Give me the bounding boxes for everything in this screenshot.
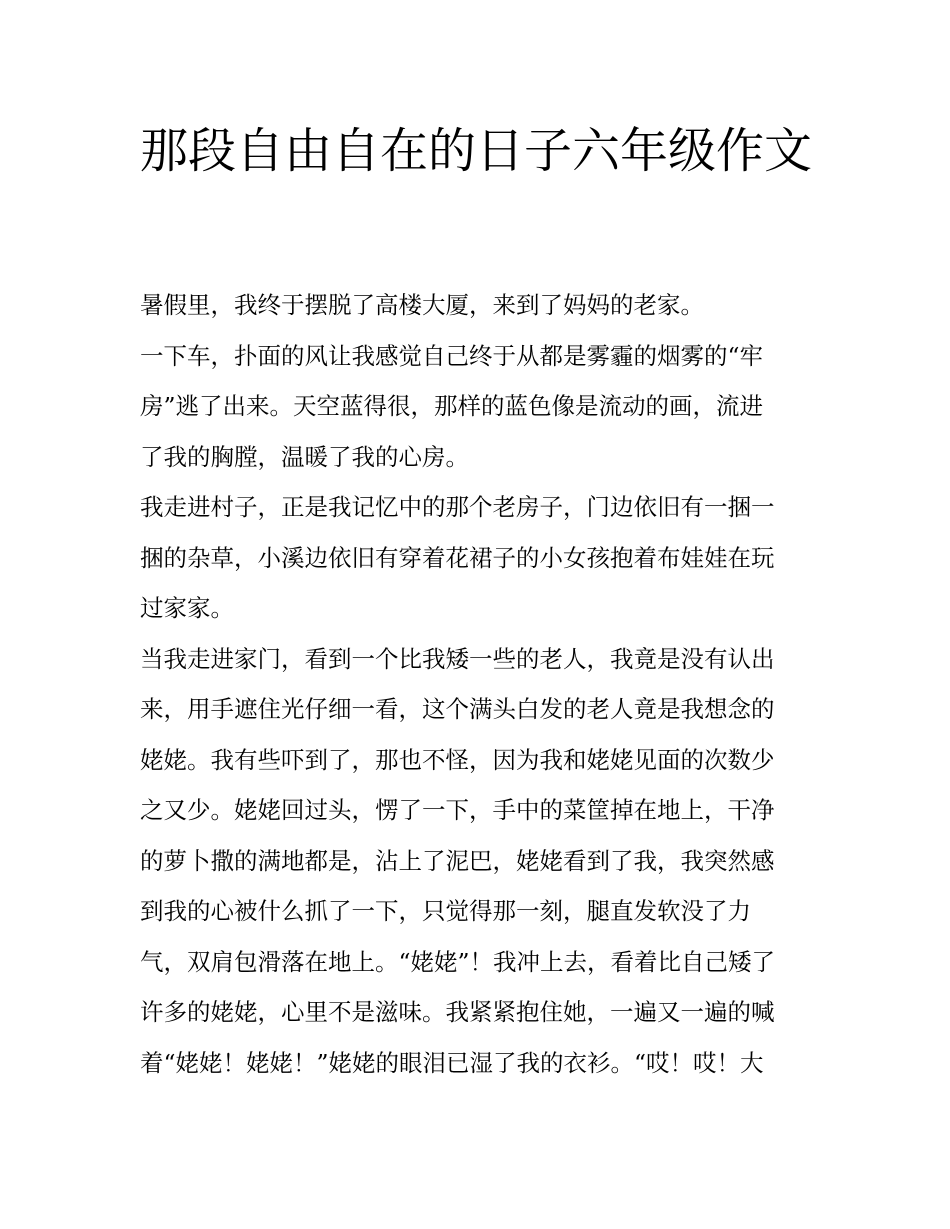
text-line: 我走进村子，正是我记忆中的那个老房子，门边依旧有一捆一	[140, 493, 775, 521]
text-line: 之又少。姥姥回过头，愣了一下，手中的菜筐掉在地上，干净	[140, 796, 775, 824]
text-line: 着“姥姥！姥姥！”姥姥的眼泪已湿了我的衣衫。“哎！哎！大	[140, 1048, 764, 1077]
document-body	[140, 280, 820, 1088]
text-line: 捆的杂草，小溪边依旧有穿着花裙子的小女孩抱着布娃娃在玩	[140, 543, 775, 572]
text-line: 来，用手遮住光仔细一看，这个满头白发的老人竟是我想念的	[140, 695, 775, 723]
text-line: 了我的胸膛，温暖了我的心房。	[140, 442, 469, 471]
text-line: 房”逃了出来。天空蓝得很，那样的蓝色像是流动的画，流进	[140, 392, 764, 420]
text-line: 暑假里，我终于摆脱了高楼大厦，来到了妈妈的老家。	[140, 291, 704, 319]
text-line: 的萝卜撒的满地都是，沾上了泥巴，姥姥看到了我，我突然感	[140, 846, 775, 875]
text-line: 许多的姥姥，心里不是滋味。我紧紧抱住她，一遍又一遍的喊	[140, 998, 775, 1026]
text-line: 一下车，扑面的风让我感觉自己终于从都是雾霾的烟雾的“牢	[140, 341, 764, 370]
text-line: 当我走进家门，看到一个比我矮一些的老人，我竟是没有认出	[140, 644, 775, 673]
document-title: 那段自由自在的日子六年级作文	[140, 123, 813, 179]
text-line: 姥姥。我有些吓到了，那也不怪，因为我和姥姥见面的次数少	[140, 745, 775, 774]
text-line: 过家家。	[140, 594, 234, 622]
text-line: 气，双肩包滑落在地上。“姥姥”！我冲上去，看着比自己矮了	[140, 947, 776, 976]
text-line: 到我的心被什么抓了一下，只觉得那一刻，腿直发软没了力	[140, 897, 751, 925]
